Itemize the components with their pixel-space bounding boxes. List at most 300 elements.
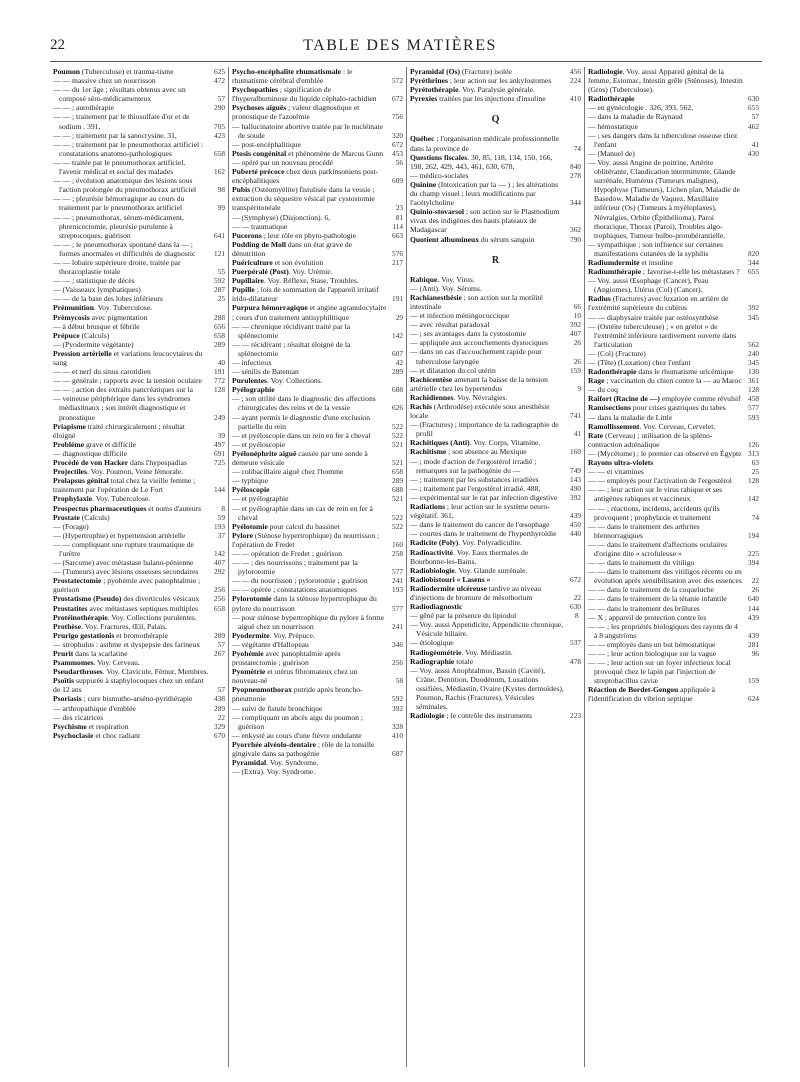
entry-headword: Psammomes [53, 658, 94, 668]
entry-text: — sénilis de Bateman [232, 367, 299, 377]
entry-text: — Voy. aussi Angine de poitrine, Artérite oblitérante, Claudication intermittente, Glande surrénale, Humérus (Tumeurs malignes), Hypophyse (Tumeurs), Lichen plan, Maladie de Basedow, Maladie de Vaquez, Maxillaire inférieur (Os) (Tumeurs à myéloplaxes), Névralgies, Orbite (Épithélioma), Paroi thoracique, Thorax (Paroi), Troubles algo-trophiques, Tumeur bulbo-protubérantielle. [588, 157, 740, 240]
entry-text: ; leur action sur le système neuro-végétatif. 361, [410, 502, 550, 521]
page-reference: 191 [392, 294, 403, 304]
page-reference: 225 [748, 548, 759, 558]
index-entry [410, 347, 581, 365]
entry-headword: Prophylaxie [53, 494, 93, 504]
index-entry [588, 149, 759, 158]
index-entry [232, 731, 403, 740]
index-entry [53, 713, 225, 722]
index-entry [53, 303, 225, 312]
index-entry [232, 440, 403, 449]
index-entry [588, 558, 759, 567]
index-entry [410, 520, 581, 529]
index-column-4 [584, 67, 762, 1067]
entry-headword: Pyohémie [232, 649, 264, 658]
page-reference: 37 [217, 530, 225, 540]
entry-text: . 30, 85, 118, 134, 150, 166, 198, 262, 429, 443, 461, 630, 678, [410, 152, 553, 171]
page-reference: 26 [751, 585, 759, 595]
entry-headword: Rachitiques (Anti) [410, 438, 470, 448]
index-entry [53, 349, 225, 367]
page-reference: 658 [214, 603, 225, 613]
page-reference: 160 [392, 539, 403, 549]
index-entry [410, 584, 581, 602]
page-reference: 287 [214, 285, 225, 295]
index-entry [588, 276, 759, 294]
index-entry [53, 331, 225, 340]
entry-headword: Prurit [53, 649, 74, 658]
entry-text: et choc radiant [93, 730, 141, 740]
index-entry [232, 140, 403, 149]
index-entry [232, 385, 403, 394]
entry-headword: Radiogéométrie [410, 647, 462, 657]
page-reference: 59 [217, 512, 225, 522]
index-entry [232, 267, 403, 276]
entry-headword: Radiodermite ulcéreuse [410, 583, 487, 593]
entry-text: — — opérée ; constatations anatomiques [232, 585, 358, 595]
index-entry [53, 258, 225, 276]
entry-text: putride après broncho-pneumonie [232, 685, 363, 704]
page-reference: 98 [217, 185, 225, 195]
entry-headword: Radiologie [588, 67, 623, 76]
entry-text: — du coq [588, 385, 618, 395]
page-reference: 10 [573, 311, 581, 321]
entry-text: . Voy. Réflexe, Stase, Troubles. [263, 276, 359, 286]
index-entry [588, 158, 759, 240]
entry-text: amenant la baisse de la tension artérielle chez les hypertendus [410, 374, 548, 393]
index-entry [53, 522, 225, 531]
page-reference: 126 [748, 439, 759, 449]
index-entry [410, 457, 581, 475]
entry-text: — — ; traitement par la sanocrysine. 31, [53, 130, 177, 140]
page-reference: 289 [214, 339, 225, 349]
entry-text: totale [454, 656, 474, 666]
entry-text: — — et nerf du sinus carotidien [53, 367, 151, 377]
entry-text: — — ; les propriétés biologiques des rayons de 4 à 8 angströms [588, 621, 738, 640]
page-reference: 142 [392, 330, 403, 340]
entry-headword: Priapisme [53, 421, 86, 431]
entry-headword: Quinine [410, 179, 437, 189]
index-entry [588, 112, 759, 121]
page-reference: 292 [214, 567, 225, 577]
entry-headword: Pyrétothérapie [410, 85, 459, 95]
index-entry [53, 704, 225, 713]
entry-headword: Pylore [232, 530, 253, 540]
index-entry [232, 585, 403, 594]
index-column-1 [50, 67, 228, 1067]
index-entry [410, 338, 581, 347]
index-entry [232, 185, 403, 212]
entry-text: — et infection méningococcique [410, 311, 510, 321]
index-entry [232, 504, 403, 522]
index-entry [588, 122, 759, 131]
entry-headword: Radiumdermite [588, 257, 640, 267]
entry-text: et phénomène de Marcus Gunn [286, 148, 384, 158]
index-entry [410, 711, 581, 720]
page-reference: 688 [392, 385, 403, 395]
index-entry [53, 285, 225, 294]
entry-headword: Pseudarthroses [53, 667, 103, 677]
page-reference: 22 [217, 712, 225, 722]
index-entry [410, 293, 581, 311]
page-reference: 39 [217, 430, 225, 440]
index-entry [588, 685, 759, 703]
entry-text: — végétante d'Hallopeau [232, 639, 309, 649]
page-reference: 281 [748, 639, 759, 649]
page-reference: 142 [748, 494, 759, 504]
page-reference: 144 [214, 485, 225, 495]
page-reference: 114 [392, 221, 403, 231]
index-entry [588, 313, 759, 322]
page-reference: 57 [751, 112, 759, 122]
entry-text: — (Sarcome) avec métastase balano-pénienne [53, 558, 194, 568]
entry-text: employée comme révulsif [659, 394, 741, 404]
page-reference: 240 [748, 348, 759, 358]
index-entry [53, 504, 225, 513]
index-entry [410, 638, 581, 647]
entry-text: — (Extra). Voy. Syndrome. [232, 767, 316, 777]
entry-headword: Projectiles [53, 467, 88, 477]
entry-headword: Pyodermite [232, 630, 270, 640]
entry-headword: Radonthérapie [588, 367, 637, 377]
entry-text: et respiration [86, 721, 129, 731]
index-entry [588, 613, 759, 622]
entry-text: — dans un cas d'accouchement rapide pour tuberculose laryngée [410, 347, 542, 366]
entry-headword: Ramisections [588, 403, 632, 413]
index-entry [53, 131, 225, 140]
entry-headword: Radiobiologie [410, 565, 455, 575]
index-entry [588, 594, 759, 603]
entry-text: — — traitée par le pneumothorax artificiel, l'avenir médical et social des malades [53, 157, 186, 177]
entry-text: (Sténose hypertrophique) du nourrisson ; l'opération de Fredet [232, 530, 380, 549]
entry-headword: Pyrexies [410, 94, 438, 104]
index-entry [232, 413, 403, 431]
entry-text: ; leur action sur les ankylostomes [447, 76, 552, 86]
entry-text: ; vaccination du chien contre la — au Maroc [604, 376, 742, 386]
page-reference: 74 [751, 512, 759, 522]
page-reference: 289 [392, 367, 403, 377]
entry-text: — (Hypertrophie) et hypertension artérielle [53, 530, 186, 540]
entry-text: . Voy. Virus. [437, 274, 475, 284]
entry-headword: Radiographie [410, 656, 455, 666]
entry-text: — — dans le traitement du vitiligo [588, 558, 695, 568]
entry-headword: Réaction de Bordet-Gengou [588, 685, 679, 695]
entry-text: et noms d'auteurs [146, 503, 202, 513]
index-entry [588, 504, 759, 522]
entry-text: et angine agranulocytaire ; cours d'un traitement antisyphilitique [232, 303, 387, 322]
index-entry [232, 376, 403, 385]
index-entry [53, 67, 225, 76]
entry-headword: Rachicentèse [410, 374, 453, 384]
entry-text: — et pyélographie [232, 494, 289, 504]
page-reference: 577 [748, 403, 759, 413]
page-reference: 688 [392, 485, 403, 495]
page-reference: 22 [751, 576, 759, 586]
entry-text: — — récidivant ; résultat éloigné de la splénectomie [232, 339, 351, 358]
page-reference: 672 [570, 574, 581, 584]
index-entry [410, 85, 581, 94]
entry-text: — (Vaisseaux lymphatiques) [53, 285, 141, 295]
page-reference: 440 [570, 529, 581, 539]
entry-headword: Rayons ultra-violets [588, 458, 654, 468]
page-reference: 9 [577, 383, 581, 393]
index-entry [53, 722, 225, 731]
entry-text: — (Manuel de) [588, 148, 635, 158]
entry-text: ; favorise-t-elle les métastases ? [641, 267, 740, 277]
page-reference: 820 [748, 248, 759, 258]
entry-text: — — dans le traitement des vitiligos récents ou en évolution après sensibilisation avec des essences [588, 567, 742, 586]
index-column-2 [228, 67, 406, 1067]
entry-text: dans un état grave de dénutrition [232, 239, 353, 258]
entry-text: et insuline [639, 257, 673, 267]
index-entry [588, 358, 759, 367]
entry-text: — Voy. aussi Œsophage (Cancer), Peau (Angiomes), Utérus (Col) (Cancer). [588, 276, 709, 295]
entry-text: — dans le traitement du cancer de l'œsophage [410, 520, 550, 530]
entry-text: — (Anti). Voy. Sérums. [410, 283, 482, 293]
entry-text: — pour sténose hypertrophique du pylore à forme aiguë chez un nourrisson [232, 612, 385, 631]
index-entry [53, 294, 225, 303]
index-entry [410, 493, 581, 502]
page-reference: 840 [570, 161, 581, 171]
page-reference: 456 [570, 67, 581, 76]
entry-text: . Voy. Fractures, Œil, Palais. [81, 621, 168, 631]
entry-headword: Radiologie [410, 711, 445, 721]
page-reference: 658 [392, 467, 403, 477]
entry-headword: Prépuce [53, 330, 80, 340]
page-reference: 640 [748, 594, 759, 604]
entry-text: — — employés pour l'activation de l'ergostérol [588, 476, 732, 486]
index-entry [588, 413, 759, 422]
page-reference: 63 [751, 458, 759, 468]
page-reference: 8 [221, 503, 225, 513]
index-entry [588, 367, 759, 376]
entry-text: ; son absence au Mexique [446, 447, 527, 457]
index-entry [588, 476, 759, 485]
page-reference: 576 [392, 248, 403, 258]
section-letter: R [491, 254, 500, 266]
page-reference: 438 [214, 694, 225, 704]
entry-text: . Voy. Médiastin. [461, 647, 513, 657]
index-entry [232, 367, 403, 376]
entry-text: traité chirurgicalement ; résultat éloigné [53, 421, 185, 440]
index-entry [410, 648, 581, 657]
page-reference: 392 [392, 703, 403, 713]
index-entry [232, 713, 403, 731]
entry-text: — — ; traitement par le thiosulfate d'or et de sodium . 391, [53, 112, 190, 131]
entry-text: — en gynécologie . 326, 393, 562, [588, 103, 694, 113]
page-reference: 562 [748, 339, 759, 349]
index-entry [53, 513, 225, 522]
entry-text: ; rôle de la tonsille gingivale dans sa pathogénie [232, 739, 375, 759]
entry-text: — — de la base des lobes inférieurs [53, 294, 163, 304]
entry-text: — dans la maladie de Raynaud [588, 112, 683, 122]
page-reference: 162 [214, 167, 225, 177]
index-entry [232, 122, 403, 140]
entry-text: — ; son utilité dans le diagnostic des affections chirurgicales des reins et de la vessie [232, 394, 376, 413]
index-entry [53, 658, 225, 667]
index-entry [53, 76, 225, 85]
entry-headword: Prostatisme (Pseudo) [53, 594, 122, 604]
page-reference: 289 [214, 630, 225, 640]
page-reference: 626 [392, 403, 403, 413]
page-reference: 143 [570, 474, 581, 484]
entry-headword: Prostate [53, 512, 80, 522]
entry-text: — typhique [232, 476, 269, 486]
page-reference: 522 [392, 521, 403, 531]
index-entry [53, 322, 225, 331]
entry-text: : le rhumatisme cérébral d'emblée [232, 67, 353, 86]
entry-headword: Puériculture [232, 257, 273, 267]
entry-text: ; leur rôle en phyto-pathologie [261, 230, 357, 240]
index-entry [410, 275, 581, 284]
entry-text: (Fracture) isolée [460, 67, 512, 76]
index-entry [410, 575, 581, 584]
page-reference: 577 [392, 567, 403, 577]
entry-headword: Procédé de von Hacker [53, 458, 129, 468]
index-entry [53, 103, 225, 112]
entry-headword: Puberté précoce [232, 167, 285, 177]
index-entry [588, 103, 759, 112]
entry-text: . Voy. Cerveau, Cervelet. [639, 421, 716, 431]
entry-text: (Cerveau) ; utilisation de la spléno-contraction adrénalique [588, 430, 713, 449]
entry-text: — — traumatique [232, 221, 288, 231]
page-reference: 394 [748, 558, 759, 568]
page-reference: 345 [748, 312, 759, 322]
entry-text: . Voy. Eaux thermales de Bourbonne-les-Bains. [410, 547, 529, 566]
index-entry [410, 284, 581, 293]
page-reference: 537 [570, 638, 581, 648]
page-reference: 670 [214, 730, 225, 740]
entry-text: — étiologique [410, 638, 454, 648]
page-reference: 439 [570, 511, 581, 521]
entry-headword: Questions fiscales [410, 152, 468, 162]
index-entry [232, 285, 403, 303]
entry-text: . Voy. Tuberculose. [92, 494, 151, 504]
entry-text: — médico-sociales [410, 170, 469, 180]
page-reference: 655 [748, 103, 759, 113]
index-entry [588, 294, 759, 312]
entry-text: avec panophtalmie après prostatectomie ; guérison [232, 649, 341, 668]
page-reference: 749 [570, 465, 581, 475]
index-entry [232, 594, 403, 612]
index-entry [232, 758, 403, 767]
page-reference: 522 [392, 421, 403, 431]
index-entry [232, 222, 403, 231]
index-entry [588, 640, 759, 649]
entry-text: (Intoxication par la — ) ; les altérations du champ visuel ; leurs modifications par l'acétylcholine [410, 179, 559, 208]
page-reference: 128 [748, 385, 759, 395]
entry-text: . Voy. Corps, Vitamine. [469, 438, 541, 448]
index-entry [410, 180, 581, 207]
entry-text: . Voy. Clavicule, Fémur, Membres. [102, 667, 209, 677]
index-entry [53, 313, 225, 322]
entry-text: — — générale ; rapports avec la tension oculaire [53, 376, 202, 386]
entry-text: du sérum sanguin [479, 234, 535, 244]
entry-text: — Voy. aussi Appendicite, Appendicite chronique, Vésicule biliaire. [410, 620, 564, 639]
entry-text: — — dans le traitement des arthrites blennorragiques [588, 521, 700, 540]
entry-text: — diagnostique difficile [53, 448, 128, 458]
page-reference: 609 [392, 176, 403, 186]
index-entry [232, 340, 403, 358]
entry-text: chez deux parkinsoniens post-encéphalitiques [232, 167, 379, 186]
entry-text: et son évolution [272, 257, 324, 267]
index-entry [232, 158, 403, 167]
entry-headword: Radiothérapie [588, 94, 635, 104]
index-entry [232, 467, 403, 476]
index-entry [53, 476, 225, 494]
entry-text: — (Symphyse) (Disjonction). 6, [232, 212, 331, 222]
index-entry [53, 194, 225, 212]
page-reference: 672 [392, 139, 403, 149]
entry-headword: Prurigo gestationis [53, 630, 115, 640]
index-entry [232, 740, 403, 758]
index-entry [232, 276, 403, 285]
index-entry [232, 258, 403, 267]
index-entry [232, 103, 403, 121]
page-reference: 313 [748, 448, 759, 458]
index-entry [53, 385, 225, 394]
index-entry [410, 484, 581, 493]
entry-text: — — massive chez un nourrisson [53, 76, 156, 86]
entry-text: — gêné par la présence du lipiodol [410, 611, 517, 621]
entry-text: pour calcul du bassinet [267, 521, 340, 531]
index-entry [410, 67, 581, 76]
entry-text: — enkysté au cours d'une fièvre ondulante [232, 730, 362, 740]
index-entry [410, 171, 581, 180]
entry-text: — colibacillaire aiguë chez l'homme [232, 467, 344, 477]
index-entry [588, 385, 759, 394]
entry-text: . Voy. Syndrome. [266, 758, 319, 768]
index-entry [53, 531, 225, 540]
page-reference: 772 [214, 376, 225, 386]
entry-headword: Pyélonéphrite aiguë [232, 448, 297, 458]
page-reference: 25 [217, 294, 225, 304]
index-entry [410, 602, 581, 611]
entry-text: — Voy. aussi Anophtalmos, Bassin (Cavité), Crâne, Dentition, Duodénum, Luxations ossifiées, Médiastin, Ovaire (Kystes dermoïdes), Poumon, Rachis (Fractures), Vésicules séminales. [410, 665, 564, 712]
entry-text: — (Col) (Fracture) [588, 348, 646, 358]
index-entry [232, 649, 403, 667]
index-entry [410, 235, 581, 244]
page-reference: 26 [573, 356, 581, 366]
index-entry [53, 140, 225, 158]
index-entry [588, 67, 759, 94]
page-reference: 407 [570, 329, 581, 339]
page-reference: 472 [214, 76, 225, 86]
entry-text: — — ; des nourrissons ; traitement par la pylorotomie [232, 558, 358, 577]
entry-headword: Rage [588, 376, 605, 386]
entry-text: — (Pyodermite végétante) [53, 339, 134, 349]
page-reference: 289 [392, 476, 403, 486]
page-reference: 328 [392, 721, 403, 731]
entry-text: et bromothérapie [114, 630, 168, 640]
page-reference: 57 [217, 639, 225, 649]
entry-text: . Voy. Névralgies. [453, 392, 508, 402]
index-entry [588, 585, 759, 594]
entry-text: pour crises gastriques du tabes [631, 403, 726, 413]
page-reference: 99 [217, 203, 225, 213]
entry-text: — des cicatrices [53, 712, 104, 722]
entry-text: — — ; pleurésie hémorragique au cours du traitement par le pneumothorax artificiel [53, 194, 185, 213]
entry-text: appliquée à l'identification du vibrion septique [588, 685, 715, 704]
index-entry [232, 67, 403, 85]
page-reference: 439 [748, 630, 759, 640]
page-reference: 756 [392, 112, 403, 122]
page-reference: 160 [570, 447, 581, 457]
index-entry [53, 494, 225, 503]
entry-text: (Ostéomyélite) fistulisée dans la vessie ; extraction du séquestre vésical par cystostomie transpéritonéale [232, 185, 375, 213]
entry-text: ; lois de sommation de l'appareil irritatif irido-dilatateur [232, 285, 379, 304]
entry-headword: Prostatites [53, 603, 88, 613]
